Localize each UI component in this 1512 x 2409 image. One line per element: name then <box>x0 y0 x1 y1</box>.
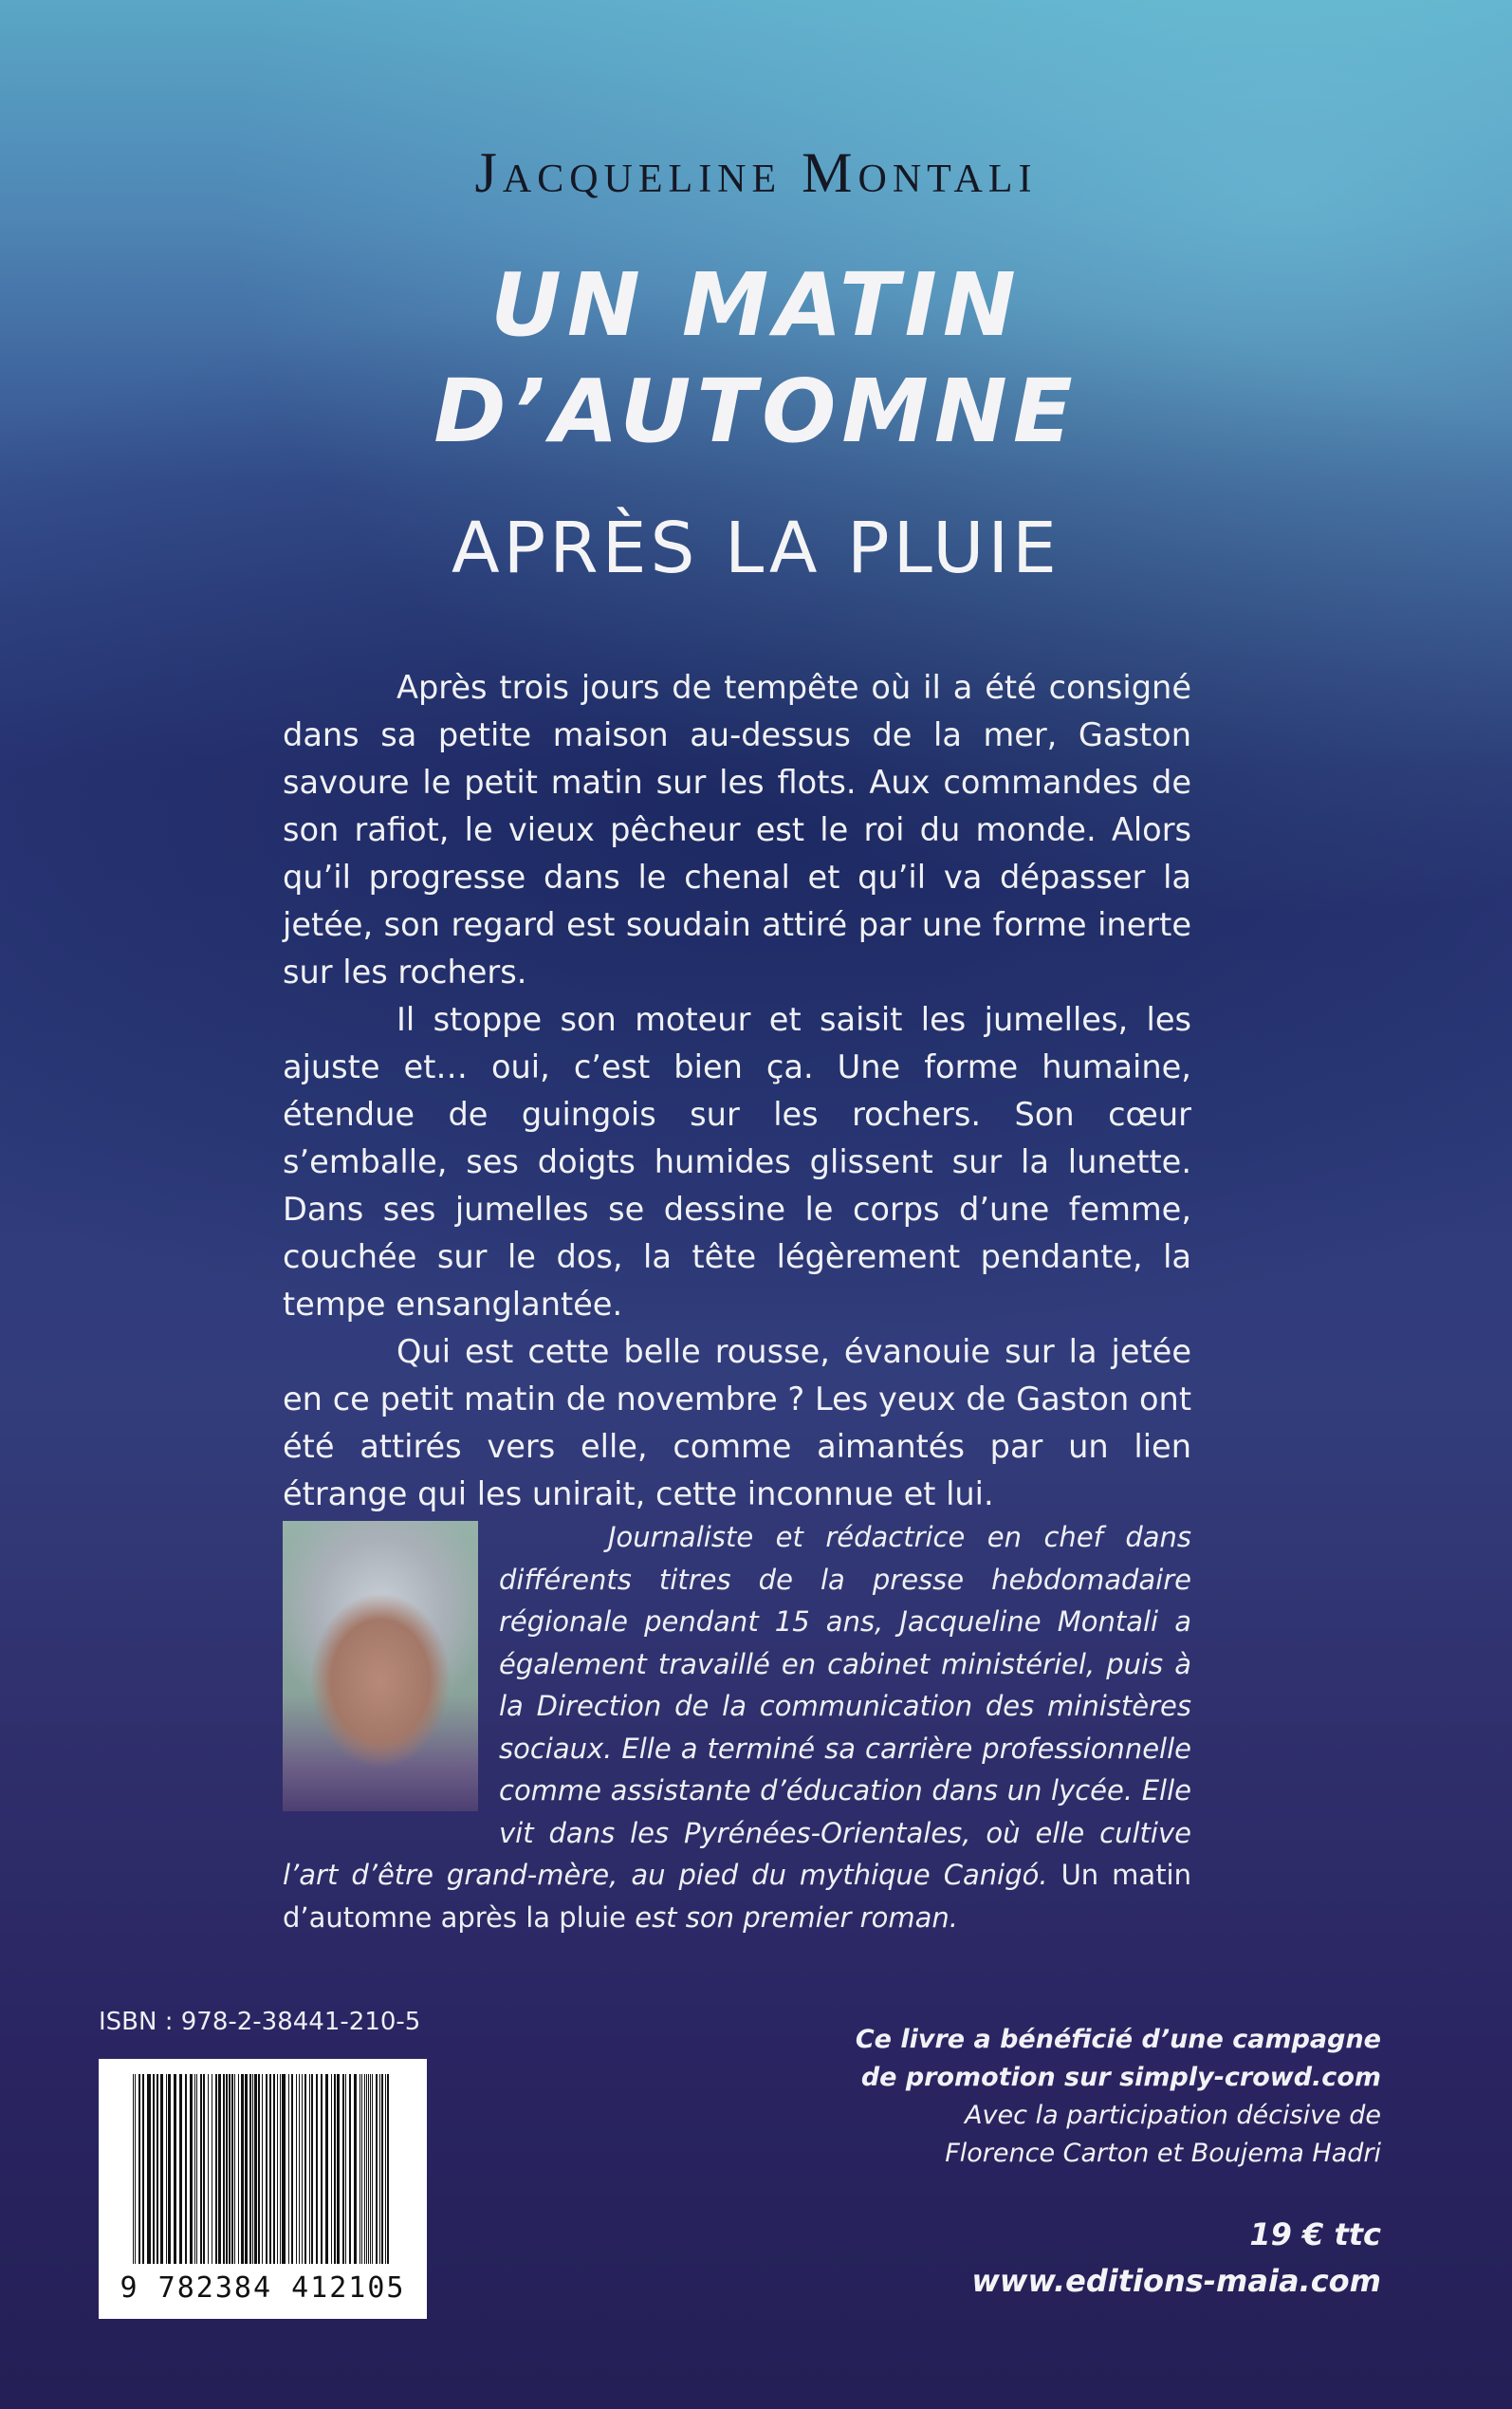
barcode-bars <box>133 2074 393 2264</box>
barcode-bar <box>385 2074 386 2264</box>
barcode-bar <box>160 2074 163 2264</box>
credits-line: de promotion sur simply-crowd.com <box>860 2063 1381 2092</box>
bio-ending: est son premier roman. <box>635 1900 958 1934</box>
credits-line: Florence Carton et Boujema Hadri <box>945 2139 1381 2168</box>
barcode-bar <box>133 2074 134 2264</box>
barcode-bar <box>238 2074 239 2264</box>
barcode-bar <box>203 2074 205 2264</box>
barcode-bar <box>249 2074 251 2264</box>
barcode-bar <box>354 2074 357 2264</box>
book-title-line-2: D’AUTOMNE <box>433 361 1079 462</box>
author-bio <box>283 1516 1191 1938</box>
barcode-bar <box>316 2074 318 2264</box>
barcode-bar <box>366 2074 367 2264</box>
barcode-bar <box>179 2074 182 2264</box>
barcode-bar <box>345 2074 346 2264</box>
barcode-bar <box>231 2074 233 2264</box>
barcode-bar <box>381 2074 383 2264</box>
book-subtitle: APRÈS LA PLUIE <box>452 508 1060 589</box>
barcode-bar <box>252 2074 253 2264</box>
barcode-bar <box>262 2074 263 2264</box>
barcode-bar <box>135 2074 136 2264</box>
barcode-bar <box>142 2074 144 2264</box>
barcode-bar <box>208 2074 209 2264</box>
barcode-bar <box>241 2074 244 2264</box>
barcode-bar <box>166 2074 167 2264</box>
barcode-bar <box>229 2074 230 2264</box>
barcode-bar <box>168 2074 171 2264</box>
barcode-number: 9 782384 412105 <box>120 2271 406 2305</box>
synopsis <box>283 664 1191 1518</box>
price: 19 € ttc <box>1249 2216 1381 2252</box>
barcode-bar <box>309 2074 310 2264</box>
barcode-bar <box>291 2074 293 2264</box>
barcode-bar <box>299 2074 300 2264</box>
barcode-bar <box>379 2074 380 2264</box>
barcode-bar <box>376 2074 378 2264</box>
barcode-bar <box>277 2074 278 2264</box>
barcode-bar <box>174 2074 176 2264</box>
barcode-bar <box>194 2074 195 2264</box>
barcode-bar <box>280 2074 281 2264</box>
barcode-bar <box>334 2074 336 2264</box>
barcode-bar <box>331 2074 332 2264</box>
barcode-bar <box>196 2074 197 2264</box>
barcode-bar <box>325 2074 328 2264</box>
barcode-bar <box>387 2074 389 2264</box>
barcode-bar <box>190 2074 193 2264</box>
crowdfunding-credits <box>793 2021 1381 2173</box>
barcode-bar <box>258 2074 260 2264</box>
barcode-bar <box>223 2074 225 2264</box>
barcode-bar <box>269 2074 271 2264</box>
barcode-bar <box>282 2074 286 2264</box>
barcode-bar <box>296 2074 297 2264</box>
barcode-bar <box>147 2074 151 2264</box>
barcode-bar <box>218 2074 221 2264</box>
synopsis-paragraph: Après trois jours de tempête où il a été consigné dans sa petite maison au-dessus de la mer, Gaston savoure le petit matin sur les flots. Aux commandes de son rafiot, le vieux pêcheur est le roi du monde. Alors qu’il progresse dans le chenal et qu’il va dépasser la jetée, son regard est soudain attiré par une forme inerte sur les rochers. <box>283 669 1191 991</box>
barcode-bar <box>266 2074 267 2264</box>
synopsis-paragraph: Il stoppe son moteur et saisit les jumelles, les ajuste et… oui, c’est bien ça. Une forme humaine, étendue de guingois sur les rochers. Son cœur s’emballe, ses doigts humides glissent sur la lunette. Dans ses jumelles se dessine le corps d’une femme, couchée sur le dos, la tête légèrement pendante, la tempe ensanglantée. <box>283 1001 1191 1323</box>
barcode-bar <box>304 2074 306 2264</box>
barcode-bar <box>153 2074 155 2264</box>
isbn: ISBN : 978-2-38441-210-5 <box>99 2008 421 2036</box>
barcode-bar <box>215 2074 217 2264</box>
credits-line: Avec la participation décisive de <box>965 2101 1381 2130</box>
bio-text: Journaliste et rédactrice en chef dans différents titres de la presse hebdomadaire régionale pendant 15 ans, Jacqueline Montali a également travaillé en cabinet ministériel, puis à la Direction de la communication des ministères sociaux. Elle a terminé sa carrière professionnelle comme assistante d’éducation dans un lycée. Elle vit dans les Pyrénées-Orientales, où elle cultive l’art d’être grand-mère, au pied du mythique Canigó. <box>283 1521 1191 1891</box>
barcode <box>99 2059 427 2319</box>
barcode-bar <box>226 2074 228 2264</box>
barcode-bar <box>342 2074 344 2264</box>
barcode-bar <box>157 2074 158 2264</box>
barcode-bar <box>200 2074 202 2264</box>
barcode-bar <box>185 2074 187 2264</box>
synopsis-paragraph: Qui est cette belle rousse, évanouie sur la jetée en ce petit matin de novembre ? Les yeux de Gaston ont été attirés vers elle, comme aimantés par un lien étrange qui les unirait, cette inconnue et lui. <box>283 1333 1191 1512</box>
barcode-bar <box>311 2074 313 2264</box>
barcode-bar <box>361 2074 362 2264</box>
barcode-bar <box>234 2074 235 2264</box>
barcode-bar <box>254 2074 257 2264</box>
publisher-website: www.editions-maia.com <box>971 2263 1381 2299</box>
author-name: Jacqueline Montali <box>474 141 1038 204</box>
barcode-bar <box>321 2074 323 2264</box>
bio-book-title: Un matin d’automne après la pluie <box>283 1859 1191 1934</box>
author-photo <box>283 1521 478 1811</box>
barcode-bar <box>368 2074 369 2264</box>
barcode-bar <box>337 2074 340 2264</box>
barcode-bar <box>370 2074 371 2264</box>
barcode-bar <box>372 2074 373 2264</box>
barcode-bar <box>302 2074 303 2264</box>
book-title-line-1: UN MATIN <box>490 254 1022 356</box>
barcode-bar <box>288 2074 289 2264</box>
barcode-bar <box>245 2074 248 2264</box>
credits-line: Ce livre a bénéficié d’une campagne <box>855 2025 1381 2054</box>
barcode-bar <box>349 2074 351 2264</box>
barcode-bar <box>273 2074 275 2264</box>
barcode-bar <box>364 2074 365 2264</box>
barcode-bar <box>138 2074 140 2264</box>
